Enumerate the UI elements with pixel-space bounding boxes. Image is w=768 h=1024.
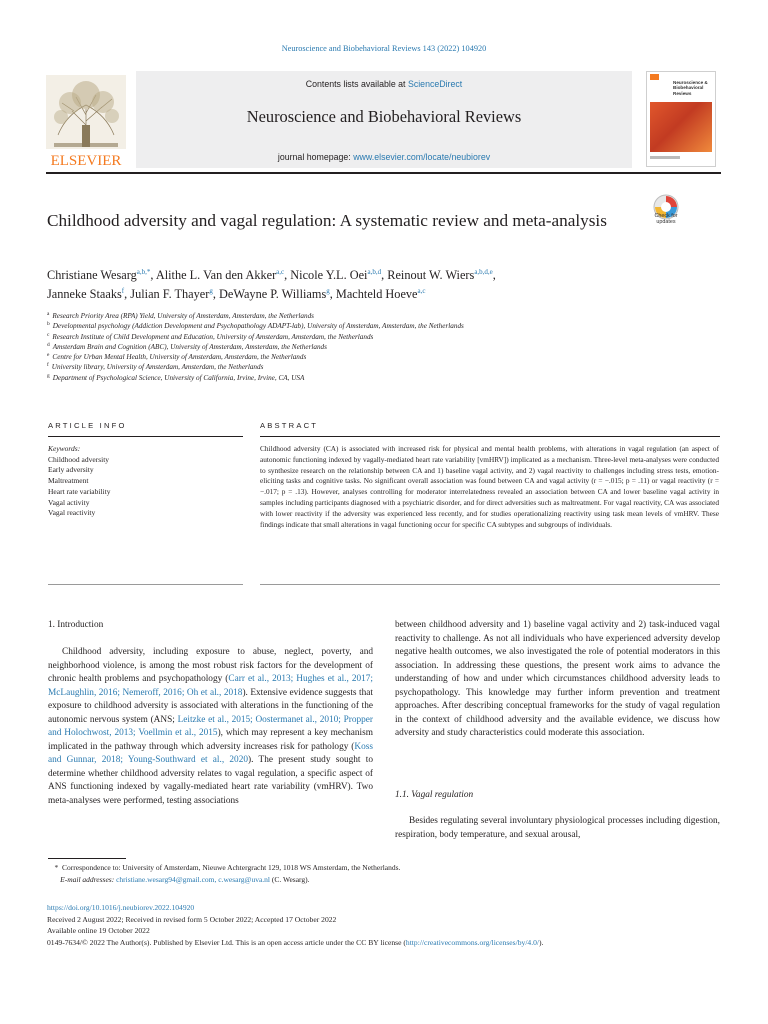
author[interactable]: Julian F. Thayer$^g$ xyxy=(130,287,213,301)
abstract-bottom-rule xyxy=(260,584,720,585)
article-bottom-info xyxy=(47,902,727,949)
right-column-paragraph: between childhood adversity and 1) baseline vagal activity and 2) task-induced vagal reactivity to challenge. As not all individuals who have experienced adversity develop negative health outcomes, we also investigated the role of potential moderators in this association. In addressing these questions, the present work aims to advance the understanding of how and under which circumstances childhood adversity leads to psychopathology. This knowledge may further inform prevention and treatment approaches. After describing conceptual frameworks for the study of vagal regulation in the context of childhood adversity and the available evidence, we discuss how adversity and study characteristics could moderate this association. xyxy=(395,620,720,738)
introduction-heading: 1. Introduction xyxy=(48,620,104,630)
homepage-line xyxy=(136,152,632,162)
cover-title: Neuroscience & Biobehavioral Reviews xyxy=(673,80,708,96)
author[interactable]: Reinout W. Wiers$^{a,b,d,e}$ xyxy=(387,268,493,282)
journal-name: Neuroscience and Biobehavioral Reviews xyxy=(246,107,522,126)
affiliation: $^f$ University library, University of Amsterdam, Amsterdam, the Netherlands xyxy=(47,362,264,372)
available-online: Available online 19 October 2022 xyxy=(47,926,150,936)
author[interactable]: Janneke Staaks$^f$ xyxy=(47,287,125,301)
homepage-prefix: journal homepage: xyxy=(277,152,354,162)
doi-link[interactable]: https://doi.org/10.1016/j.neubiorev.2022.104920 xyxy=(47,903,195,912)
contents-box xyxy=(136,71,632,168)
citation-links[interactable]: Koss and Gunnar, 2018; Young-Southward et al., 2020 xyxy=(48,741,373,765)
introduction-paragraph: Childhood adversity, including exposure to abuse, neglect, poverty, and neighborhood violence, is among the most robust risk factors for the development of chronic health problems and psychopathology (Carr et al., 2013; Hughes et al., 2017; McLaughlin, 2016; Nemeroff, 2016; Oh et al., 2018). Extensive evidence suggests that exposure to childhood adversity is associated with alterations in the functioning of the autonomic nervous system (ANS; Leitzke et al., 2015; Oostermanet al., 2010; Propper and Holochwost, 2013; Voellmin et al., 2015), which may represent a key mechanism implicated in the pathway through which adversity increases risk for pathology (Koss and Gunnar, 2018; Young-Southward et al., 2020). The present study sought to determine whether childhood adversity relates to vagal regulation, a specific aspect of ANS functioning indexed by vagally-mediated heart rate variability (vmHRV). Two meta-analyses were performed, testing associations xyxy=(48,647,374,806)
article-info-bottom-rule xyxy=(48,584,243,585)
abstract-text: Childhood adversity (CA) is associated with increased risk for physical and mental health problems, with alterations in vagal regulation (an aspect of autonomic functioning indexed by vagally-mediated heart rate variability [vmHRV]) implicated as a mechanism. Three-level meta-analyses were conducted to synthesize research on the relationship between CA and 1) baseline vagal activity, and 2) vagal reactivity to challenges including stress tests, emotion-eliciting tasks and cognitive tasks. No significant overall association was found between CA and vagal activity (r = −.015; p = .11) or vagal reactivity (r = −.017; p = .13). However, analyses controlling for moderator interrelatedness revealed an association between CA and lower baseline vagal activity in samples including participants diagnosed with a psychiatric disorder, and for direct adversities such as maltreatment. For vagal reactivity, CA was associated with lower reactivity if the adversity was experienced less recently, and for studies operationalizing reactivity using task mean levels of vmHRV. These findings indicate that small alterations in vagal functioning occur for specific CA subtypes and subgroups of individuals. xyxy=(260,444,719,529)
homepage-link[interactable]: www.elsevier.com/locate/neubiorev xyxy=(353,152,491,162)
affiliation: $^e$ Centre for Urban Mental Health, University of Amsterdam, Amsterdam, the Netherlands xyxy=(47,352,307,362)
author[interactable]: Alithe L. Van den Akker$^{a,c}$ xyxy=(155,268,285,282)
keyword: Maltreatment xyxy=(48,476,89,486)
contents-prefix: Contents lists available at xyxy=(305,79,408,89)
author[interactable]: Machteld Hoeve$^{a,c}$ xyxy=(335,287,426,301)
keyword: Heart rate variability xyxy=(48,486,111,496)
footnotes xyxy=(47,862,727,885)
vagal-regulation-paragraph: Besides regulating several involuntary physiological processes including digestion, respiration, body temperature, and sexual arousal, xyxy=(395,816,720,840)
license-line: 0149-7634/© 2022 The Author(s). Published by Elsevier Ltd. This is an open access article under the CC BY license (http://creativecommons.org/licenses/by/4.0/). xyxy=(47,938,544,948)
check-updates-line2: updates xyxy=(656,219,676,225)
journal-masthead xyxy=(46,71,721,174)
check-updates-line1: Check for xyxy=(654,213,678,219)
author[interactable]: Nicole Y.L. Oei$^{a,b,d}$ xyxy=(290,268,382,282)
article-title: Childhood adversity and vagal regulation: A systematic review and meta-analysis xyxy=(47,211,607,230)
abstract-rule xyxy=(260,436,720,437)
email-links[interactable]: christiane.wesarg94@gmail.com, c.wesarg@uva.nl xyxy=(116,874,271,884)
keyword: Childhood adversity xyxy=(48,454,110,464)
keyword: Vagal activity xyxy=(48,497,90,507)
elsevier-wordmark: ELSEVIER xyxy=(50,153,122,169)
abstract-heading: ABSTRACT xyxy=(260,421,319,430)
received-dates: Received 2 August 2022; Received in revised form 5 October 2022; Accepted 17 October 2022 xyxy=(47,914,337,924)
article-info-rule xyxy=(48,436,243,437)
author-list: Christiane Wesarg$^{a,b,*}$, Alithe L. Van den Akker$^{a,c}$, Nicole Y.L. Oei$^{a,b,d}$, Reinout W. Wiers$^{a,b,d,e}$, Janneke Staaks$^f$, Julian F. Thayer$^g$, DeWayne P. Williams$^g$, Machteld Hoeve$^{a,c}$ xyxy=(47,268,496,301)
affiliation: $^b$ Developmental psychology (Addiction Development and Psychopathology ADAPT-lab), University of Amsterdam, Amsterdam, the Netherlands xyxy=(47,321,464,331)
contents-line xyxy=(136,79,632,89)
sciencedirect-link[interactable]: ScienceDirect xyxy=(407,79,463,89)
citation-links[interactable]: Carr et al., 2013; Hughes et al., 2017; McLaughlin, 2016; Nemeroff, 2016; Oh et al., 2018 xyxy=(48,674,374,698)
keywords-label: Keywords: xyxy=(48,444,81,453)
journal-citation[interactable]: Neuroscience and Biobehavioral Reviews 143 (2022) 104920 xyxy=(281,44,487,53)
check-for-updates-badge[interactable] xyxy=(646,193,686,237)
article-info-heading: ARTICLE INFO xyxy=(48,421,127,430)
correspondence-footnote: * Correspondence to: University of Amsterdam, Nieuwe Achtergracht 129, 1018 WS Amsterdam, the Netherlands. xyxy=(47,863,401,872)
vagal-regulation-subheading: 1.1. Vagal regulation xyxy=(395,790,474,800)
footnote-rule xyxy=(48,858,126,859)
author[interactable]: Christiane Wesarg$^{a,b,*}$ xyxy=(47,268,151,282)
journal-cover-thumbnail[interactable] xyxy=(646,71,716,167)
email-footnote: E-mail addresses: christiane.wesarg94@gmail.com, c.wesarg@uva.nl (C. Wesarg). xyxy=(60,874,310,884)
affiliation: $^c$ Research Institute of Child Development and Education, University of Amsterdam, Amsterdam, the Netherlands xyxy=(47,331,374,341)
citation-links[interactable]: Leitzke et al., 2015; Oostermanet al., 2010; Propper and Holochwost, 2013; Voellmin et al., 2015 xyxy=(48,714,374,738)
keyword: Vagal reactivity xyxy=(48,508,96,518)
affiliation: $^g$ Department of Psychological Science, University of California, Irvine, Irvine, CA, USA xyxy=(47,372,305,382)
affiliations xyxy=(47,311,727,383)
elsevier-tree-logo[interactable] xyxy=(46,75,126,169)
author[interactable]: DeWayne P. Williams$^g$ xyxy=(219,287,330,301)
keywords-block xyxy=(48,444,228,519)
affiliation: $^d$ Amsterdam Brain and Cognition (ABC), University of Amsterdam, Amsterdam, the Netherlands xyxy=(47,341,327,351)
license-link[interactable]: http://creativecommons.org/licenses/by/4.0/ xyxy=(405,938,540,948)
keyword: Early adversity xyxy=(48,465,94,475)
affiliation: $^a$ Research Priority Area (RPA) Yield, University of Amsterdam, Amsterdam, the Netherlands xyxy=(47,311,314,320)
